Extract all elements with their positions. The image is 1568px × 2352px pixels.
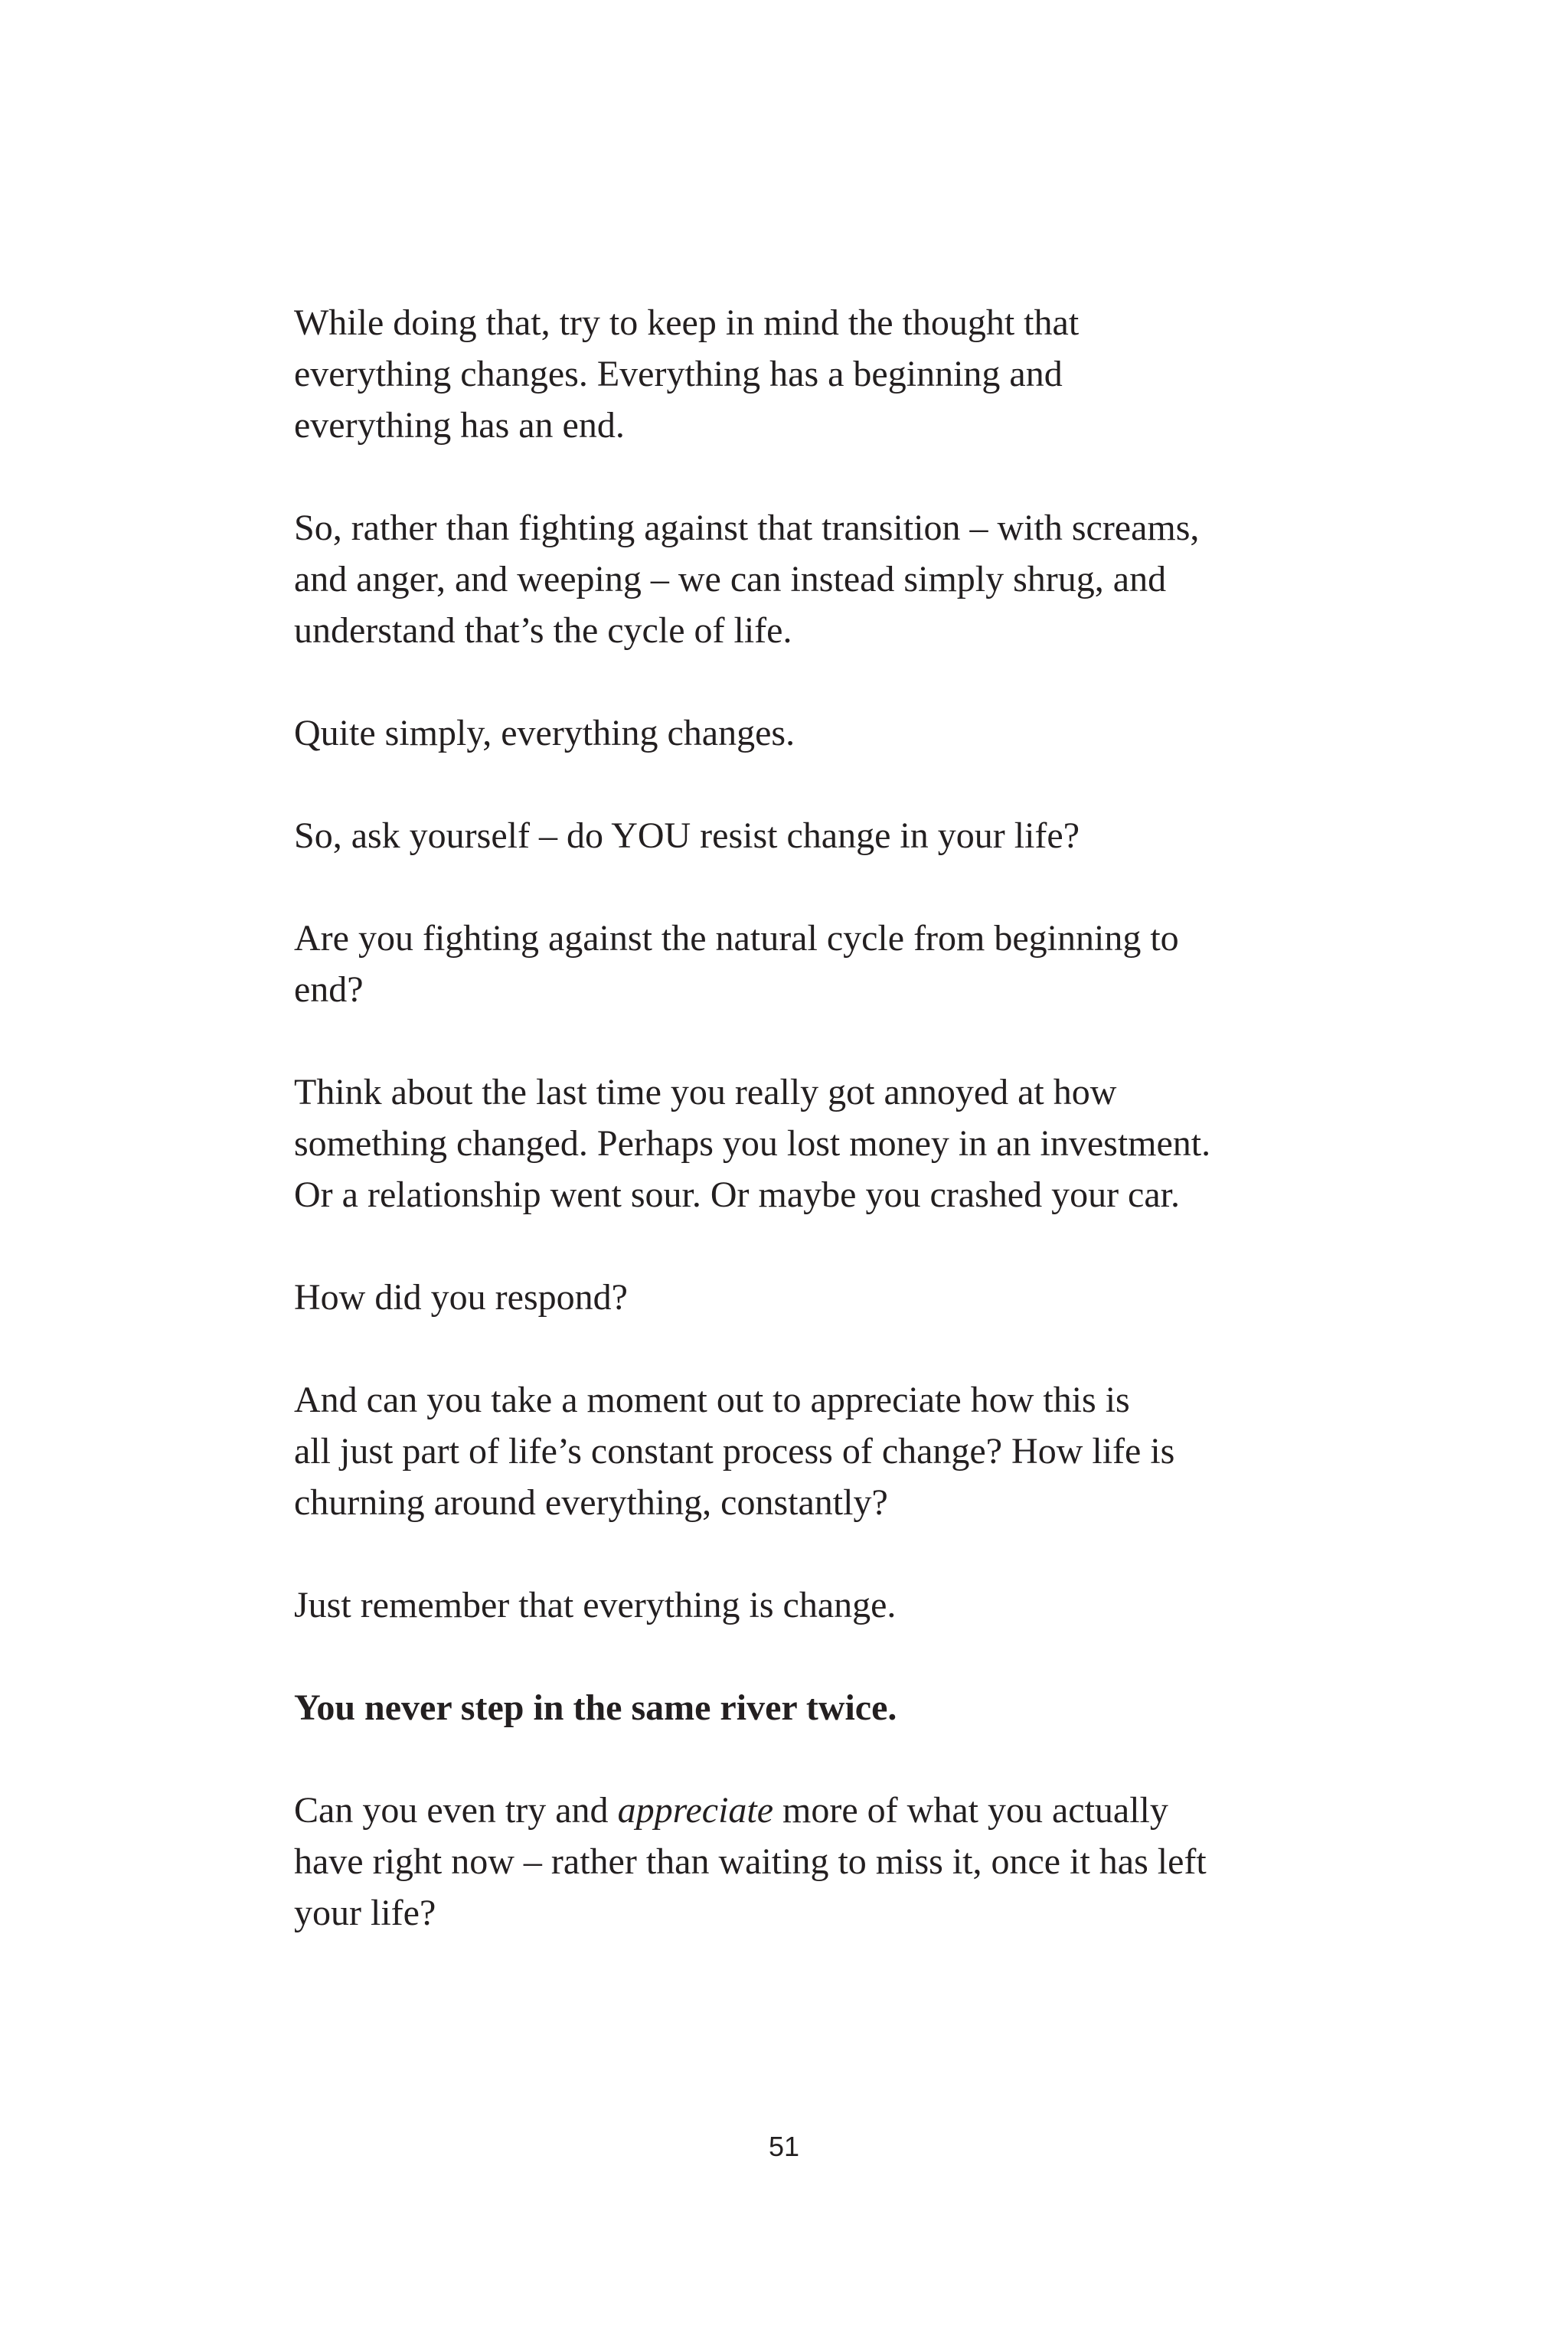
text-line-with-italic [294,1785,1305,1836]
text-line: all just part of life’s constant process of change? How life is [294,1431,1175,1472]
text-line: your life? [294,1893,436,1933]
paragraph-8 [294,1374,1305,1528]
text-line: So, rather than fighting against that transition – with screams, [294,508,1200,548]
text-line: Quite simply, everything changes. [294,713,795,753]
paragraph-9 [294,1579,1305,1631]
text-line: And can you take a moment out to appreciate how this is [294,1380,1130,1420]
text-segment: Can you even try and [294,1790,618,1831]
paragraph-2 [294,502,1305,656]
italic-text-segment: appreciate [617,1790,774,1831]
bold-text-line: You never step in the same river twice. [294,1687,897,1728]
text-line: something changed. Perhaps you lost money in an investment. [294,1123,1211,1164]
text-line: churning around everything, constantly? [294,1482,888,1523]
text-line: everything has an end. [294,405,625,446]
paragraph-4 [294,810,1305,861]
paragraph-10-bold [294,1682,1305,1733]
text-line: everything changes. Everything has a beginning and [294,354,1063,394]
paragraph-7 [294,1272,1305,1323]
paragraph-3 [294,707,1305,759]
text-line: and anger, and weeping – we can instead simply shrug, and [294,559,1167,599]
text-line: So, ask yourself – do YOU resist change in your life? [294,815,1080,856]
page-number: 51 [768,2131,800,2162]
text-line: have right now – rather than waiting to miss it, once it has left [294,1841,1207,1882]
text-line: understand that’s the cycle of life. [294,610,792,651]
text-line: end? [294,969,364,1010]
text-segment: more of what you actually [773,1790,1168,1831]
body-text [294,297,1305,1990]
text-line: Or a relationship went sour. Or maybe you crashed your car. [294,1174,1180,1215]
paragraph-5 [294,913,1305,1015]
paragraph-6 [294,1067,1305,1220]
text-line: Think about the last time you really got annoyed at how [294,1072,1117,1112]
text-line: Are you fighting against the natural cycle from beginning to [294,918,1179,959]
text-line: Just remember that everything is change. [294,1585,897,1625]
text-line: While doing that, try to keep in mind the thought that [294,302,1080,343]
paragraph-1 [294,297,1305,451]
paragraph-11 [294,1785,1305,1939]
text-line: How did you respond? [294,1277,628,1318]
